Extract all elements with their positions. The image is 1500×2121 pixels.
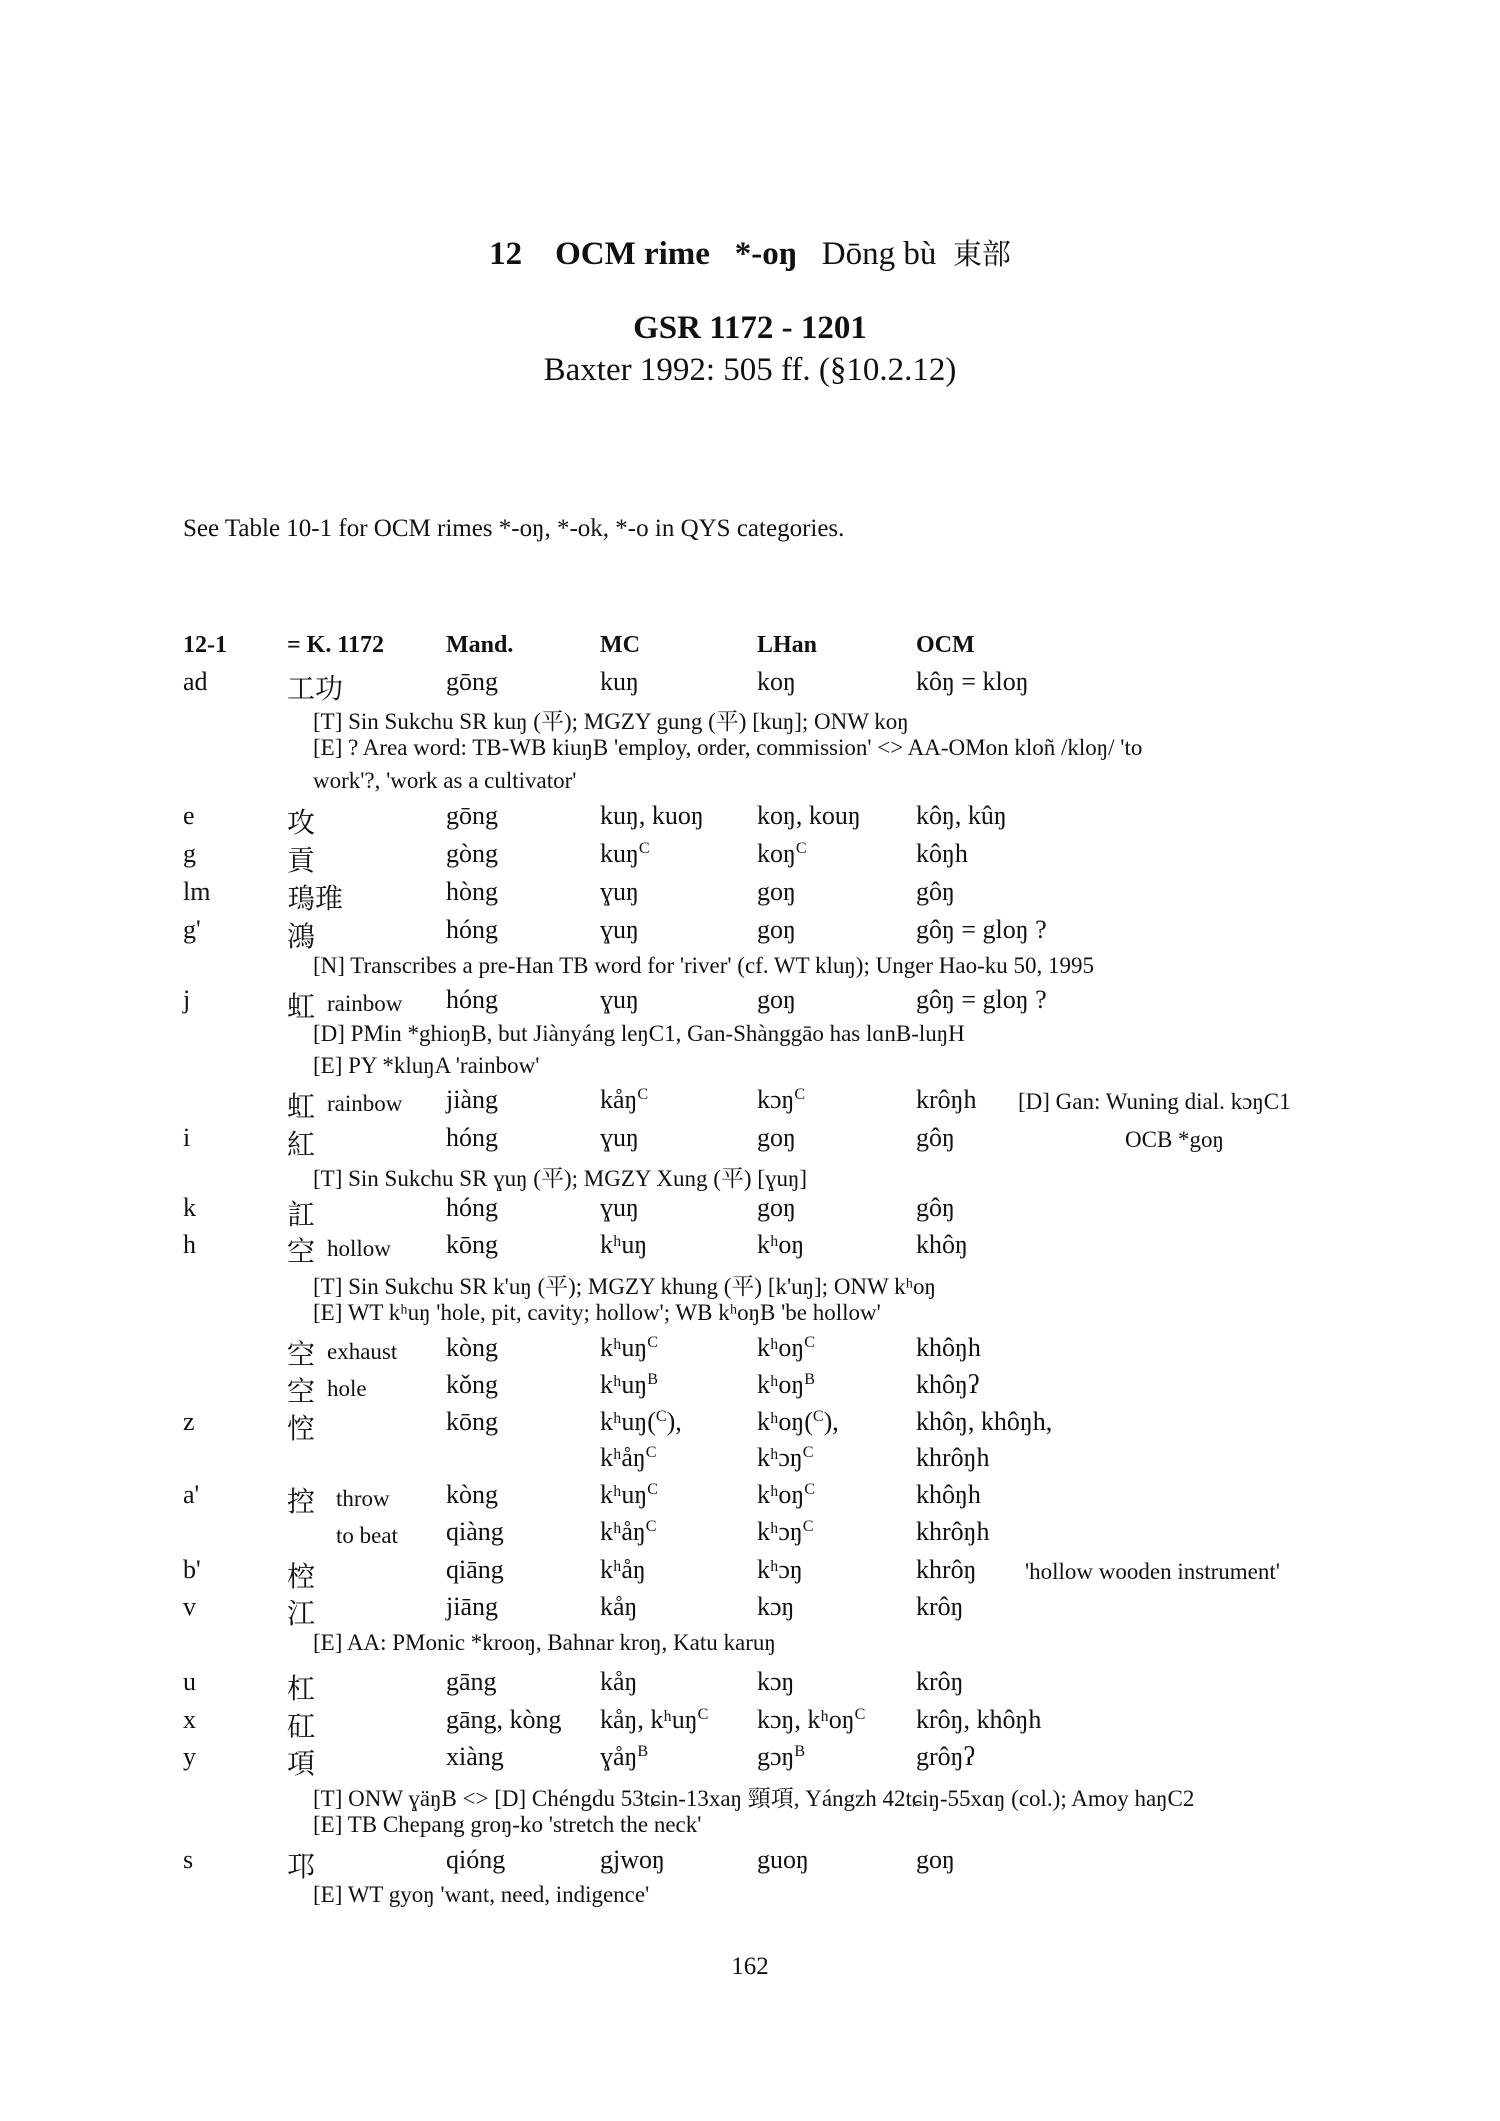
entry-lhan: kʰoŋ$^C$ [757, 1480, 815, 1509]
entry-id: e [183, 801, 195, 830]
entry-characters: 鴻 [287, 920, 316, 953]
entry-lhan: kʰɔŋ$^C$ [757, 1443, 814, 1472]
entry-id: z [183, 1407, 195, 1436]
entry-gloss: throw [336, 1486, 390, 1511]
entry-row [0, 1123, 1500, 1161]
note-j-d: [D] PMin *ghioŋB, but Jiànyáng leŋC1, Gan-Shànggāo has lɑnB-luŋH [313, 1021, 965, 1046]
entry-characters: 空 [287, 1338, 316, 1371]
entry-mc: kʰuŋ$^B$ [600, 1370, 658, 1399]
entry-row [0, 1230, 1500, 1268]
entry-ocm: khôŋh [916, 1480, 981, 1509]
entry-mandarin: hóng [446, 985, 498, 1014]
entry-mc: ɣuŋ [600, 985, 639, 1014]
entry-mc: ɣuŋ [600, 915, 639, 944]
entry-lhan: kʰɔŋ$^C$ [757, 1517, 814, 1546]
entry-mc: kʰåŋ$^C$ [600, 1443, 657, 1472]
entry-mc: kʰuŋ [600, 1230, 648, 1259]
entry-mc: kʰåŋ$^C$ [600, 1517, 657, 1546]
entry-ocm: gôŋ [916, 877, 955, 906]
entry-lhan: goŋ [757, 1193, 796, 1222]
entry-ocm: krôŋ [916, 1667, 964, 1696]
entry-mc: ɣuŋ [600, 1193, 639, 1222]
note-g2-n: [N] Transcribes a pre-Han TB word for 'river' (cf. WT kluŋ); Unger Hao-ku 50, 1995 [313, 953, 1095, 978]
entry-ocm: gôŋ [916, 1123, 955, 1152]
entry-ocm: kôŋ = kloŋ [916, 667, 1029, 696]
entry-mandarin: kōng [446, 1407, 498, 1436]
entry-id: x [183, 1705, 196, 1734]
entry-characters: 杠 [287, 1672, 316, 1705]
entry-row [0, 1085, 1500, 1123]
entry-id: i [183, 1123, 191, 1152]
entry-row [0, 1845, 1500, 1883]
entry-lhan: kʰɔŋ [757, 1555, 803, 1584]
entry-mandarin: kǒng [446, 1370, 498, 1399]
entry-row [0, 1193, 1500, 1231]
entry-ocm: krôŋ, khôŋh [916, 1705, 1042, 1734]
entry-gloss: hole [327, 1376, 367, 1401]
entry-characters: 項 [287, 1747, 316, 1780]
entry-lhan: kʰoŋ [757, 1230, 805, 1259]
entry-lhan: kʰoŋ($^C$), [757, 1407, 839, 1436]
entry-ocm: goŋ [916, 1845, 955, 1874]
entry-mandarin: qióng [446, 1845, 506, 1874]
entry-row [0, 1407, 1500, 1445]
entry-row [0, 1370, 1500, 1408]
entry-lhan: kɔŋ [757, 1592, 795, 1621]
entry-id: g [183, 839, 196, 868]
entry-id: a' [183, 1480, 200, 1509]
entry-id: ad [183, 667, 208, 696]
note-y-e: [E] TB Chepang groŋ-ko 'stretch the neck' [313, 1812, 702, 1837]
note-v-e: [E] AA: PMonic *krooŋ, Bahnar kroŋ, Katu karuŋ [313, 1630, 776, 1655]
entry-mandarin: kòng [446, 1480, 498, 1509]
entry-row [0, 667, 1500, 705]
entry-row [0, 1443, 1500, 1477]
entry-row [0, 1333, 1500, 1371]
entry-mc: kuŋ [600, 667, 639, 696]
entry-gloss: rainbow [327, 991, 403, 1016]
entry-characters: 矼 [287, 1710, 316, 1743]
entry-characters: 江 [287, 1597, 316, 1630]
entry-ocm: khôŋh [916, 1333, 981, 1362]
entry-lhan: goŋ [757, 1123, 796, 1152]
header-karlgren: = K. 1172 [287, 632, 385, 658]
entry-id: v [183, 1592, 196, 1621]
entry-ocm: khrôŋh [916, 1443, 990, 1472]
entry-characters: 訌 [287, 1198, 316, 1231]
entry-mandarin: xiàng [446, 1742, 504, 1771]
entry-lhan: goŋ [757, 915, 796, 944]
entry-mandarin: gòng [446, 839, 498, 868]
entry-mandarin: hòng [446, 877, 498, 906]
entry-mc: kåŋ [600, 1667, 638, 1696]
rime-chars: 東部 [952, 237, 1011, 271]
header-mandarin: Mand. [446, 632, 514, 658]
entry-mc: kʰuŋ$^C$ [600, 1480, 658, 1509]
entry-mandarin: hóng [446, 1193, 498, 1222]
entry-id: j [183, 985, 191, 1014]
entry-characters: 空 [287, 1375, 316, 1408]
note-s-e: [E] WT gyoŋ 'want, need, indigence' [313, 1882, 650, 1907]
entry-lhan: kɔŋ, kʰoŋ$^C$ [757, 1705, 866, 1734]
entry-mandarin: gāng, kòng [446, 1705, 562, 1734]
entry-ocm: kôŋh [916, 839, 968, 868]
entry-lhan: kʰoŋ$^C$ [757, 1333, 815, 1362]
entry-characters: 邛 [287, 1850, 316, 1883]
entry-mc: kåŋ, kʰuŋ$^C$ [600, 1705, 709, 1734]
entry-row [0, 839, 1500, 877]
entry-ocm: krôŋ [916, 1592, 964, 1621]
note-j-e: [E] PY *kluŋA 'rainbow' [313, 1053, 540, 1078]
note-ad-e1: [E] ? Area word: TB-WB kiuŋB 'employ, order, commission' <> AA-OMon kloñ /kloŋ/ 'to [313, 735, 1143, 760]
chapter-number: 12 [489, 236, 523, 272]
entry-gloss: to beat [336, 1523, 398, 1548]
intro-text: See Table 10-1 for OCM rimes *-oŋ, *-ok, *-o in QYS categories. [183, 515, 845, 542]
entry-row [0, 801, 1500, 839]
entry-row [0, 1555, 1500, 1593]
ocm-rime-label: OCM rime [555, 236, 710, 272]
header-lhan: LHan [757, 632, 818, 658]
entry-lhan: goŋ [757, 985, 796, 1014]
entry-mandarin: gōng [446, 801, 498, 830]
rime-name: Dōng bù [821, 236, 937, 272]
entry-id: g' [183, 915, 201, 944]
entry-mandarin: jiāng [446, 1592, 498, 1621]
entry-ocm: gôŋ = gloŋ ? [916, 915, 1047, 944]
entry-mandarin: gōng [446, 667, 498, 696]
entry-characters: 虹 [287, 990, 316, 1023]
entry-mandarin: qiāng [446, 1555, 504, 1584]
entry-row [0, 1705, 1500, 1743]
entry-mandarin: kòng [446, 1333, 498, 1362]
entry-mc: kʰuŋ($^C$), [600, 1407, 682, 1436]
entry-dialect-note: [D] Gan: Wuning dial. kɔŋC1 [1018, 1089, 1291, 1114]
entry-row [0, 877, 1500, 915]
entry-row [0, 1592, 1500, 1630]
entry-mc: kuŋ$^C$ [600, 839, 650, 868]
rime: *-oŋ [734, 236, 798, 272]
entry-ocm: khrôŋ [916, 1555, 977, 1584]
entry-row [0, 1517, 1500, 1551]
entry-lhan: koŋ$^C$ [757, 839, 807, 868]
entry-gloss: exhaust [327, 1339, 398, 1364]
entry-characters: 椌 [287, 1560, 316, 1593]
entry-ocm: khôŋ [916, 1230, 968, 1259]
entry-gloss: hollow [327, 1236, 391, 1261]
entry-ocm: krôŋh [916, 1085, 977, 1114]
baxter-reference: Baxter 1992: 505 ff. (§10.2.12) [543, 352, 957, 388]
note-i-t: [T] Sin Sukchu SR ɣuŋ (平); MGZY Xung (平) [ɣuŋ] [313, 1166, 808, 1191]
entry-lhan: koŋ [757, 667, 796, 696]
entry-characters: 紅 [287, 1128, 316, 1161]
entry-id: u [183, 1667, 196, 1696]
entry-characters: 貢 [287, 844, 316, 877]
note-h-t: [T] Sin Sukchu SR k'uŋ (平); MGZY khung (平) [k'uŋ]; ONW kʰoŋ [313, 1274, 936, 1299]
entry-ocm: kôŋ, kûŋ [916, 801, 1007, 830]
entry-mc: ɣuŋ [600, 1123, 639, 1152]
entry-row [0, 1667, 1500, 1705]
entry-mc: kåŋ [600, 1592, 638, 1621]
entry-mc: gjwoŋ [600, 1845, 665, 1874]
entry-ocm: grôŋʔ [916, 1742, 976, 1771]
entry-row [0, 1742, 1500, 1780]
entry-mandarin: gāng [446, 1667, 497, 1696]
entry-mandarin: qiàng [446, 1517, 504, 1546]
entry-mc: kåŋ$^C$ [600, 1085, 649, 1114]
entry-id: y [183, 1742, 196, 1771]
note-y-t: [T] ONW ɣäŋB <> [D] Chéngdu 53tɕin-13xaŋ 頸項, Yángzh 42tɕiŋ-55xɑŋ (col.); Amoy haŋC2 [313, 1786, 1195, 1811]
entry-ocm: khôŋʔ [916, 1370, 980, 1399]
entry-characters: 悾 [287, 1412, 316, 1445]
entry-mc: ɣuŋ [600, 877, 639, 906]
entry-row [0, 915, 1500, 953]
entry-characters: 攻 [287, 806, 316, 839]
entry-id: k [183, 1193, 196, 1222]
entry-lhan: kɔŋ [757, 1667, 795, 1696]
entry-mandarin: hóng [446, 1123, 498, 1152]
header-id: 12-1 [183, 632, 227, 658]
entry-characters: 虹 [287, 1090, 316, 1123]
entry-characters: 控 [287, 1485, 316, 1518]
entry-mandarin: jiàng [446, 1085, 498, 1114]
entry-gloss: rainbow [327, 1091, 403, 1116]
header-mc: MC [600, 632, 640, 658]
entry-gloss-note: 'hollow wooden instrument' [1025, 1559, 1280, 1584]
entry-lhan: goŋ [757, 877, 796, 906]
entry-ocm: khôŋ, khôŋh, [916, 1407, 1053, 1436]
entry-ocm: gôŋ [916, 1193, 955, 1222]
chapter-heading [0, 232, 1500, 273]
entry-id: s [183, 1845, 194, 1874]
entry-ocm: khrôŋh [916, 1517, 990, 1546]
entry-mc: kʰåŋ [600, 1555, 646, 1584]
entry-characters: 鳿琟 [287, 882, 344, 915]
entry-lhan: kɔŋ$^C$ [757, 1085, 806, 1114]
entry-mandarin: kōng [446, 1230, 498, 1259]
entry-lhan: gɔŋ$^B$ [757, 1742, 806, 1771]
entry-characters: 工功 [287, 672, 344, 705]
entry-id: b' [183, 1555, 201, 1584]
gsr-range: GSR 1172 - 1201 [633, 310, 867, 346]
note-ad-e2: work'?, 'work as a cultivator' [313, 768, 577, 793]
note-ad-t: [T] Sin Sukchu SR kuŋ (平); MGZY gung (平) [kuŋ]; ONW koŋ [313, 709, 909, 734]
entry-id: lm [183, 877, 211, 906]
entry-mc: ɣåŋ$^B$ [600, 1742, 649, 1771]
entry-mc: kʰuŋ$^C$ [600, 1333, 658, 1362]
entry-mandarin: hóng [446, 915, 498, 944]
page-number: 162 [731, 1953, 769, 1980]
entry-lhan: koŋ, kouŋ [757, 801, 861, 830]
entry-row [0, 1480, 1500, 1518]
entry-row [0, 985, 1500, 1023]
entry-id: h [183, 1230, 196, 1259]
entry-lhan: kʰoŋ$^B$ [757, 1370, 815, 1399]
entry-mc: kuŋ, kuoŋ [600, 801, 704, 830]
note-h-e: [E] WT kʰuŋ 'hole, pit, cavity; hollow'; WB kʰoŋB 'be hollow' [313, 1300, 881, 1325]
entry-characters: 空 [287, 1235, 316, 1268]
entry-lhan: guoŋ [757, 1845, 809, 1874]
entry-ocm: gôŋ = gloŋ ? [916, 985, 1047, 1014]
header-ocm: OCM [916, 632, 975, 658]
entry-ocb-note: OCB *goŋ [1125, 1127, 1224, 1152]
